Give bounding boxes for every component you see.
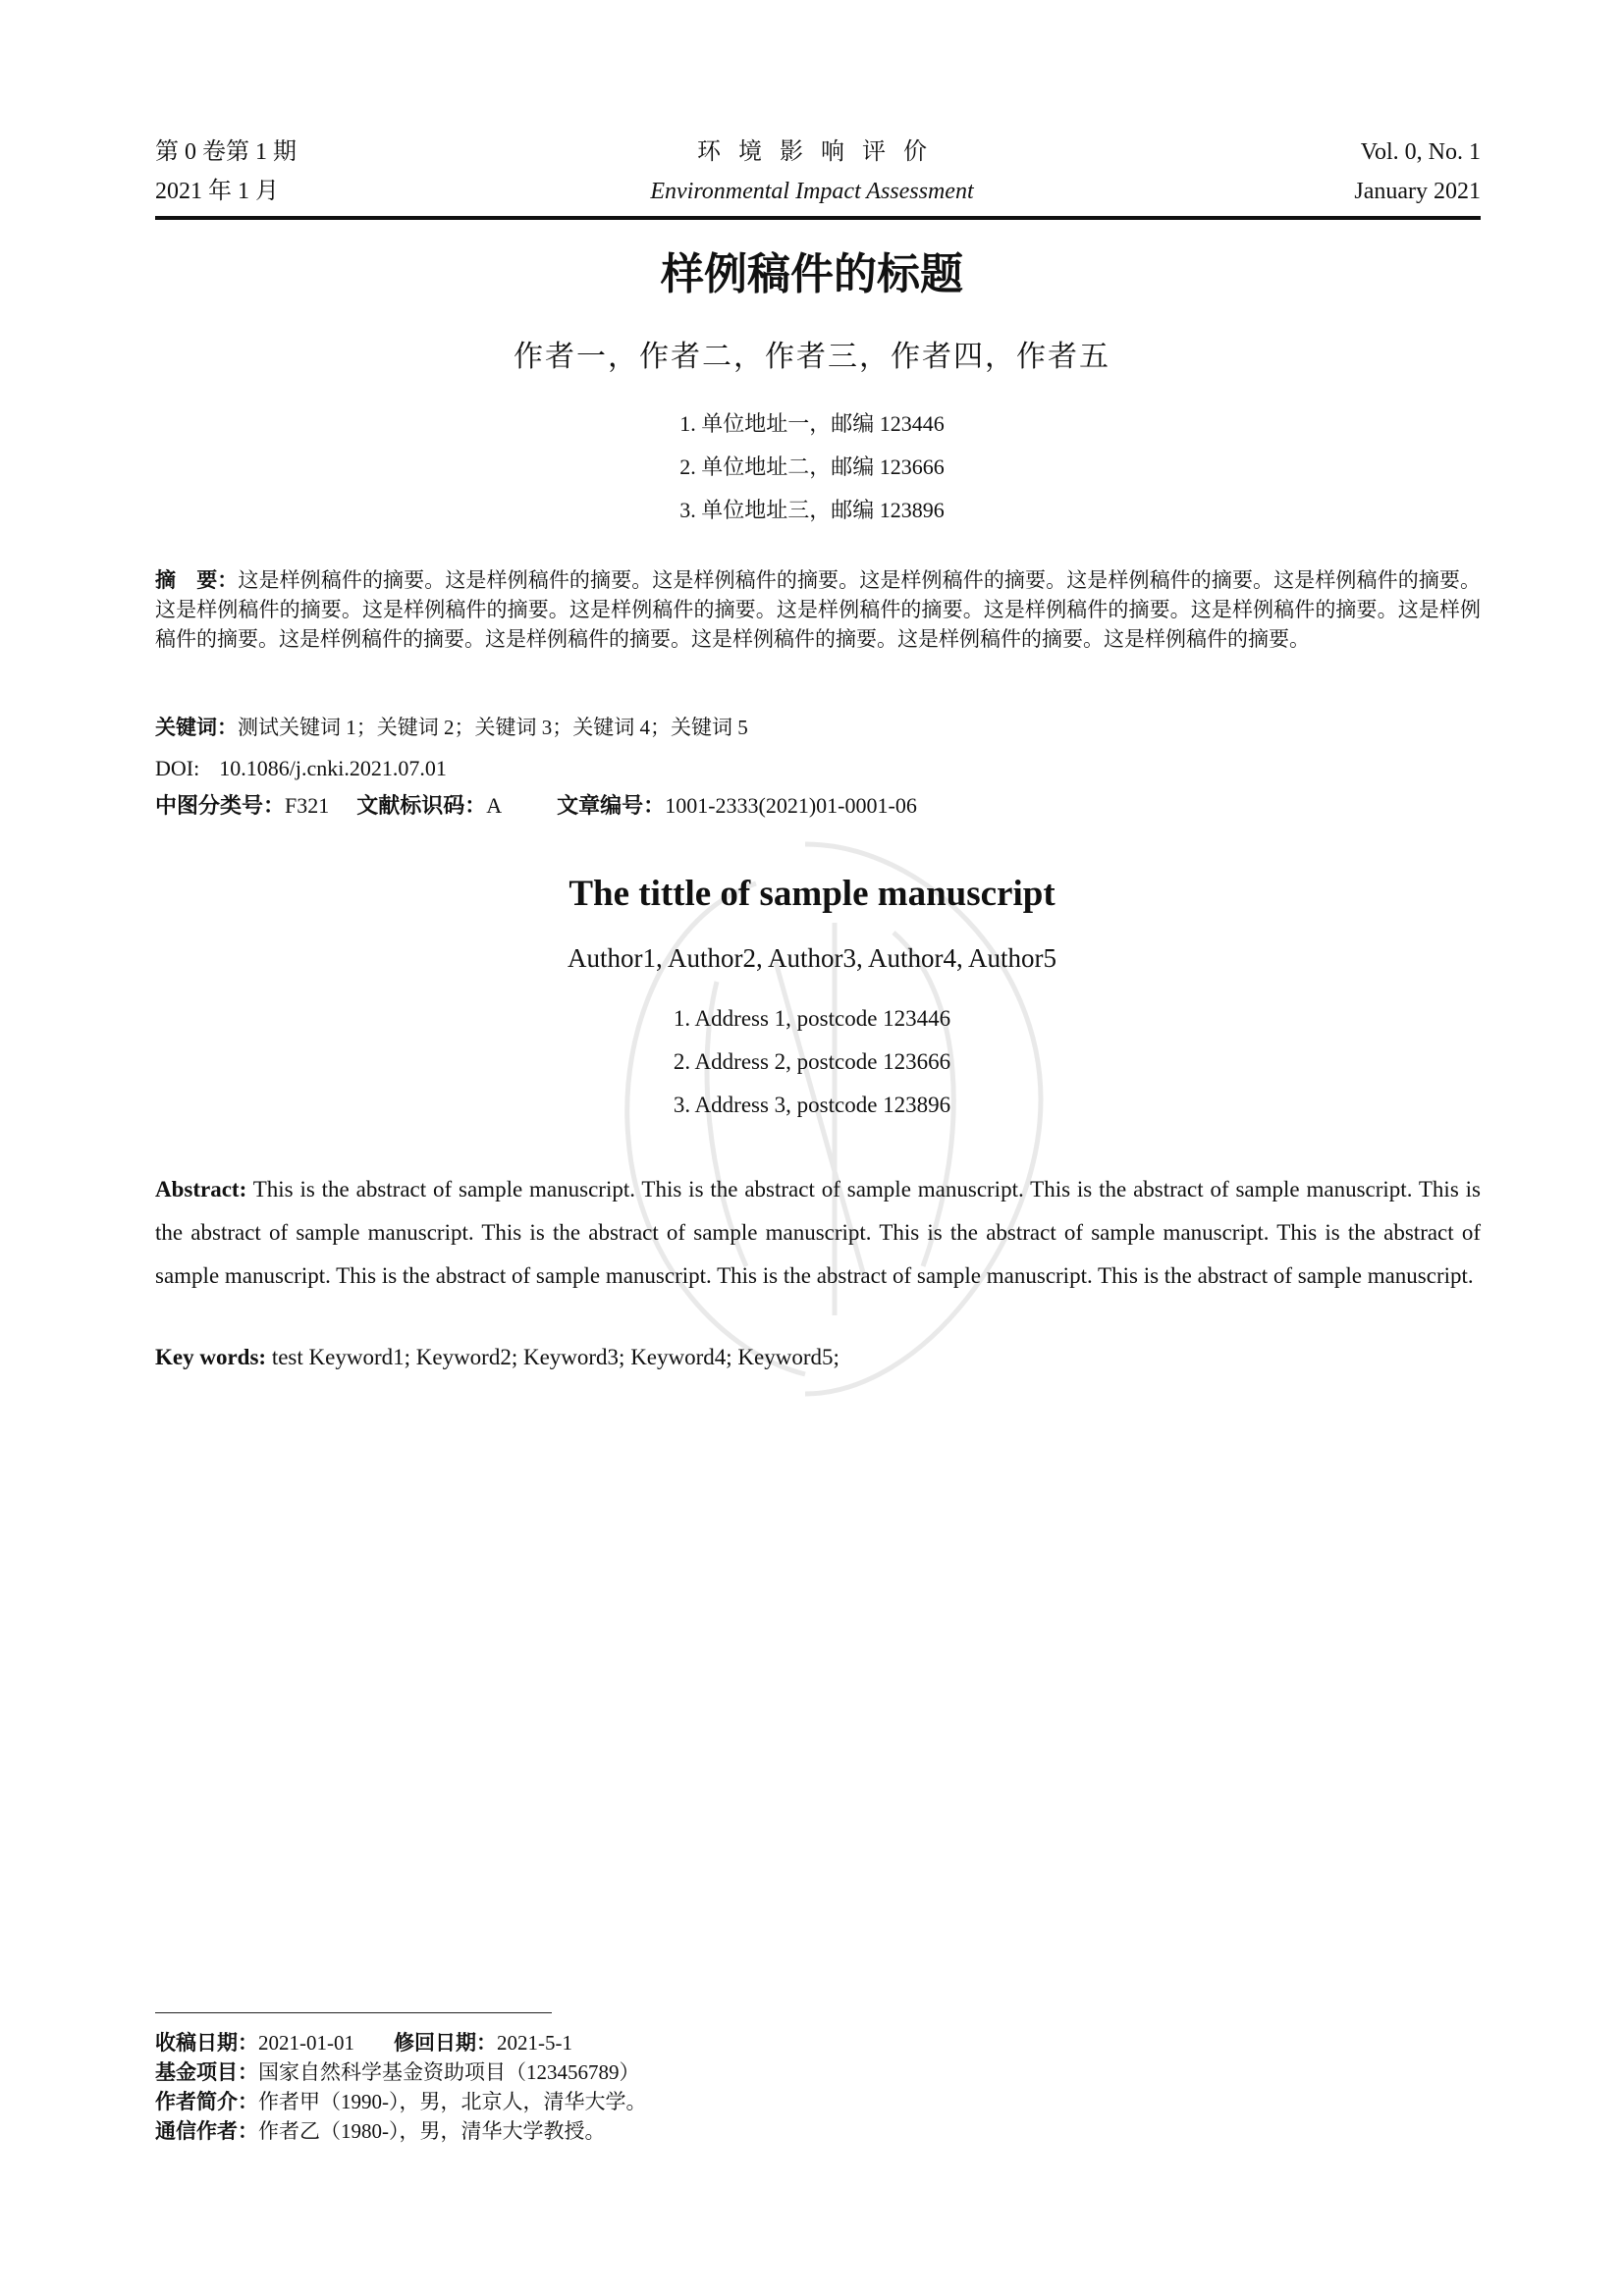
doi-value: 10.1086/j.cnki.2021.07.01 (219, 756, 447, 780)
volume-date: January 2021 (1354, 179, 1481, 204)
received-label: 收稿日期： (155, 2031, 258, 2055)
cn-abstract-text: 这是样例稿件的摘要。这是样例稿件的摘要。这是样例稿件的摘要。这是样例稿件的摘要。这是样例稿件的摘要。这是样例稿件的摘要。这是样例稿件的摘要。这是样例稿件的摘要。这是样例稿件的摘要。这是样例稿件的摘要。这是样例稿件的摘要。这是样例稿件的摘要。这是样例稿件的摘要。这是样例稿件的摘要。这是样例稿件的摘要。这是样例稿件的摘要。这是样例稿件的摘要。这是样例稿件的摘要。 (155, 568, 1482, 651)
article-no-label: 文章编号： (557, 794, 666, 819)
cn-affiliation: 3. 单位地址三，邮编 123896 (679, 498, 945, 522)
classification-line (155, 791, 1481, 822)
fund-label: 基金项目： (155, 2060, 258, 2084)
en-affiliations (0, 997, 1624, 1127)
en-affiliation: 2. Address 2, postcode 123666 (673, 1049, 951, 1074)
en-keywords-label: Key words: (155, 1345, 267, 1369)
footnote-fund (155, 2057, 1481, 2087)
cn-affiliation: 2. 单位地址二，邮编 123666 (679, 454, 945, 479)
volume-header (1354, 137, 1481, 206)
cn-abstract (155, 565, 1481, 654)
journal-name-en: Environmental Impact Assessment (650, 179, 974, 204)
en-abstract-text: This is the abstract of sample manuscript. This is the abstract of sample manuscript. This is the abstract of sample manuscript. This is the abstract of sample manuscript. This is the abstract of sample manuscript. This is the abstract of sample manuscript. This is the abstract of sample manuscript. This is the abstract of sample manuscript. This is the abstract of sample manuscript. This is the abstract of sample manuscript. (155, 1177, 1481, 1288)
author-bio-value: 作者甲（1990-），男，北京人，清华大学。 (258, 2090, 647, 2113)
doi-line (155, 754, 1481, 783)
corresponding-label: 通信作者： (155, 2119, 258, 2143)
revised-label: 修回日期： (394, 2031, 497, 2055)
footnote-divider (155, 2012, 552, 2013)
volume-label: Vol. 0, No. 1 (1360, 139, 1481, 165)
cn-keywords (155, 713, 1481, 742)
cn-keywords-label: 关键词： (155, 716, 238, 739)
footnote-corresponding (155, 2116, 1481, 2146)
author-bio-label: 作者简介： (155, 2090, 258, 2113)
header-divider (155, 216, 1481, 220)
cn-authors: 作者一，作者二，作者三，作者四，作者五 (514, 341, 1110, 373)
en-keywords-text: test Keyword1; Keyword2; Keyword3; Keyword4; Keyword5; (271, 1345, 839, 1369)
en-affiliation: 1. Address 1, postcode 123446 (673, 1006, 951, 1031)
en-authors: Author1, Author2, Author3, Author4, Author5 (568, 943, 1056, 973)
issue-date: 2021 年 1 月 (155, 179, 279, 204)
en-abstract-label: Abstract: (155, 1177, 247, 1201)
clc-label: 中图分类号： (155, 794, 286, 819)
cn-abstract-label: 摘 要： (155, 568, 239, 592)
footnote-author-bio (155, 2087, 1481, 2116)
cn-affiliations (0, 402, 1624, 532)
doi-label: DOI: (155, 756, 200, 780)
issue-label: 第 0 卷第 1 期 (155, 139, 297, 165)
cn-title: 样例稿件的标题 (661, 249, 963, 299)
clc-value: F321 (285, 793, 330, 818)
doc-code-label: 文献标识码： (356, 794, 487, 819)
en-abstract (155, 1168, 1481, 1298)
cn-affiliation: 1. 单位地址一，邮编 123446 (679, 411, 945, 436)
received-value: 2021-01-01 (258, 2031, 354, 2055)
en-title: The tittle of sample manuscript (568, 874, 1056, 914)
corresponding-value: 作者乙（1980-），男，清华大学教授。 (258, 2119, 606, 2143)
doc-code-value: A (486, 793, 503, 818)
footnote-dates (155, 2028, 1481, 2057)
fund-value: 国家自然科学基金资助项目（123456789） (258, 2060, 640, 2084)
journal-name-cn: 环境影响评价 (697, 139, 945, 165)
article-no-value: 1001-2333(2021)01-0001-06 (665, 793, 917, 818)
en-affiliation: 3. Address 3, postcode 123896 (673, 1093, 951, 1117)
cn-keywords-text: 测试关键词 1；关键词 2；关键词 3；关键词 4；关键词 5 (238, 716, 748, 739)
footnotes (155, 2028, 1481, 2146)
revised-value: 2021-5-1 (497, 2031, 572, 2055)
en-keywords (155, 1343, 1481, 1372)
